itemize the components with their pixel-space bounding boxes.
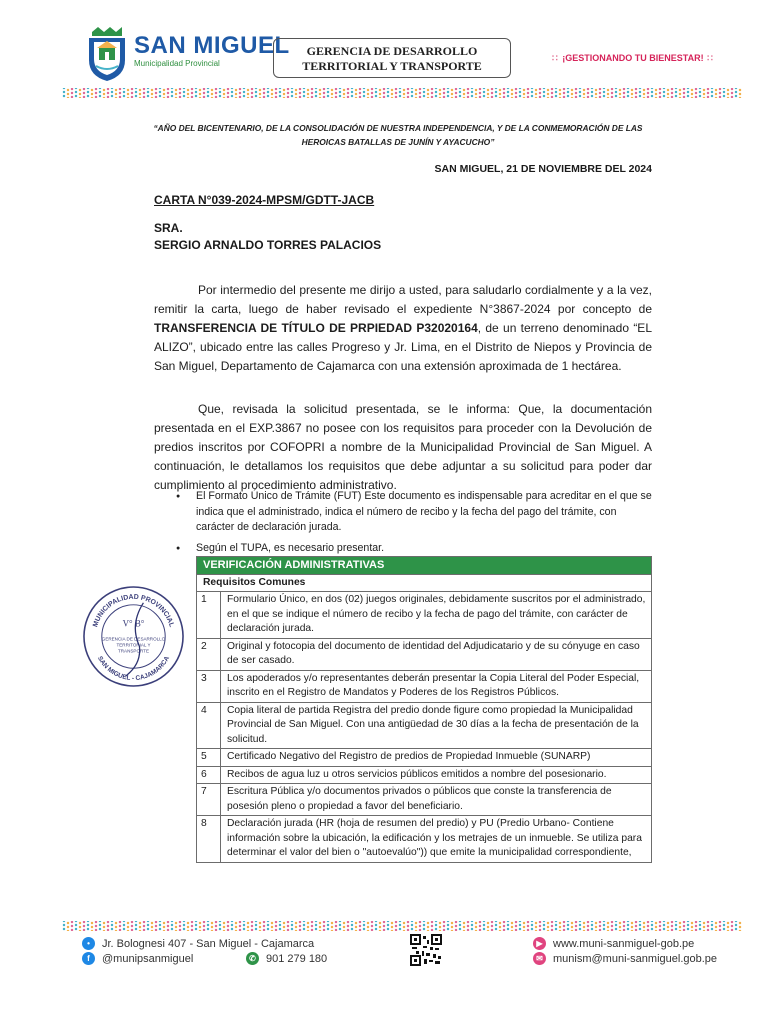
- salutation: SRA.: [154, 221, 183, 235]
- paragraph-1-bold: TRANSFERENCIA DE TÍTULO DE PRPIEDAD P32020164: [154, 321, 478, 335]
- letter-date: SAN MIGUEL, 21 DE NOVIEMBRE DEL 2024: [434, 163, 652, 175]
- mail-icon: ✉: [533, 952, 546, 965]
- table-row: [197, 816, 652, 863]
- requirements-table: [196, 556, 652, 863]
- requirements-bullets: [176, 489, 652, 556]
- table-row: [197, 592, 652, 639]
- row-number: 4: [197, 702, 221, 749]
- row-number: 2: [197, 638, 221, 670]
- official-stamp: [82, 585, 185, 688]
- paragraph-1: [154, 281, 652, 376]
- year-motto-line-2: HEROICAS BATALLAS DE JUNÍN Y AYACUCHO”: [301, 137, 495, 147]
- footer-email[interactable]: [533, 952, 717, 965]
- department-box: [273, 38, 511, 78]
- footer-phone: [246, 952, 327, 965]
- footer-email-text: munism@muni-sanmiguel.gob.pe: [553, 952, 718, 965]
- table-row: [197, 749, 652, 767]
- row-text: Escritura Pública y/o documentos privados o públicos que conste la transferencia de posesión pleno o propiedad a favor del beneficiario.: [221, 784, 652, 816]
- year-motto-line-1: “AÑO DEL BICENTENARIO, DE LA CONSOLIDACIÓN DE NUESTRA INDEPENDENCIA, Y DE LA CONMEMORACIÓN DE LAS: [153, 123, 643, 133]
- table-subheader: [197, 574, 652, 592]
- table-section-header: [197, 557, 652, 575]
- play-icon: ▶: [533, 937, 546, 950]
- row-text: Recibos de agua luz u otros servicios públicos emitidos a nombre del posesionario.: [221, 766, 652, 784]
- footer-address-text: Jr. Bolognesi 407 - San Miguel - Cajamarca: [102, 937, 315, 950]
- brand: [134, 32, 290, 68]
- carta-number: CARTA N°039-2024-MPSM/GDTT-JACB: [154, 193, 375, 207]
- slogan-text: ¡GESTIONANDO TU BIENESTAR!: [562, 53, 704, 63]
- location-pin-icon: •: [82, 937, 95, 950]
- facebook-icon: f: [82, 952, 95, 965]
- row-number: 8: [197, 816, 221, 863]
- footer-phone-text: 901 279 180: [266, 952, 328, 965]
- table-row: [197, 702, 652, 749]
- row-number: 3: [197, 670, 221, 702]
- qr-code: [410, 934, 442, 966]
- table-row: [197, 638, 652, 670]
- whatsapp-icon: ✆: [246, 952, 259, 965]
- stamp-inner-line-1: GERENCIA DE DESARROLLO: [101, 636, 166, 642]
- footer-facebook-text: @munipsanmiguel: [102, 952, 194, 965]
- footer-address: [82, 937, 314, 950]
- footer-facebook[interactable]: [82, 952, 193, 965]
- stamp-ring-top: MUNICIPALIDAD PROVINCIAL: [92, 593, 175, 628]
- paragraph-2: Que, revisada la solicitud presentada, se le informa: Que, la documentación presentada en el EXP.3867 no posee con los requisitos para proceder con la Devolución de predios inscritos por COFOPRI a nombre de la Municipalidad Provincial de San Miguel. A continuación, le detallamos los requisitos que debe adjuntar a su solicitud para poder dar cumplimiento al procedimiento administrativo.: [154, 402, 652, 492]
- bullet-item: ● El Formato Único de Trámite (FUT) Este documento es indispensable para acreditar en el que se indica que el administrado, indica el número de recibo y la fecha del pago del trámite, con carácter de declaración jurada.: [176, 489, 652, 536]
- header-dot-divider: [62, 88, 742, 98]
- brand-subtitle: Municipalidad Provincial: [134, 59, 220, 68]
- table-row: [197, 766, 652, 784]
- department-line-1: GERENCIA DE DESARROLLO: [306, 44, 478, 58]
- footer-dot-divider: [62, 921, 742, 931]
- table-subheader-title: Requisitos Comunes: [197, 574, 652, 592]
- recipient-name: SERGIO ARNALDO TORRES PALACIOS: [154, 238, 382, 252]
- row-number: 6: [197, 766, 221, 784]
- slogan: [552, 53, 714, 64]
- year-motto: [140, 121, 656, 149]
- footer-website[interactable]: [533, 937, 694, 950]
- row-text: Los apoderados y/o representantes deberán presentar la Copia Literal del Poder Especial, inscrito en el Registro de Mandatos y Poderes de los Registros Públicos.: [221, 670, 652, 702]
- row-text: Original y fotocopia del documento de identidad del Adjudicatario y de su cónyuge en caso de ser casado.: [221, 638, 652, 670]
- table-section-title: VERIFICACIÓN ADMINISTRATIVAS: [197, 557, 652, 575]
- paragraph-1-intro: Por intermedio del presente me dirijo a usted, para saludarlo cordialmente y a la vez, remitir la carta, luego de haber revisado el expediente N°3867-2024 por concepto de: [154, 283, 652, 316]
- municipality-logo: [84, 26, 130, 82]
- row-text: Declaración jurada (HR (hoja de resumen del predio) y PU (Predio Urbano- Contiene información sobre la ubicación, la edificación y los metrajes de un inmueble. Se utiliza para determinar el valor del bien o "autoevalúo")) que emite la municipalidad correspondiente,: [221, 816, 652, 863]
- paragraph-1-rest: , de un terreno denominado “EL ALIZO”, ubicado entre las calles Progreso y Jr. Lima, en el Distrito de Niepos y Provincia de San Miguel, Departamento de Cajamarca con una extensión aproximada de 1 hectárea.: [154, 321, 652, 373]
- stamp-inner-line-2: TERRITORIAL Y: [116, 642, 151, 648]
- row-number: 1: [197, 592, 221, 639]
- stamp-vb: V° B°: [122, 618, 145, 629]
- department-line-2: TERRITORIAL Y TRANSPORTE: [302, 59, 482, 73]
- bullet-item: ● Según el TUPA, es necesario presentar.: [176, 541, 652, 557]
- table-row: [197, 670, 652, 702]
- row-text: Copia literal de partida Registra del predio donde figure como propiedad la Municipalidad Provincial de San Miguel. Con una antigüedad de 30 días a la fecha de presentación de la solicitud.: [221, 702, 652, 749]
- footer-website-text: www.muni-sanmiguel-gob.pe: [553, 937, 695, 950]
- stamp-inner-line-3: TRANSPORTE: [118, 648, 149, 654]
- row-number: 5: [197, 749, 221, 767]
- stamp-ring-bottom: SAN MIGUEL - CAJAMARCA: [95, 655, 172, 683]
- row-text: Formulario Único, en dos (02) juegos originales, debidamente suscritos por el administrado, en el que se indique el número de recibo y la fecha de pago del trámite, con carácter de declaración jurada.: [221, 592, 652, 639]
- table-row: [197, 784, 652, 816]
- brand-name: SAN MIGUEL: [134, 32, 290, 59]
- slogan-dots-left: ∷: [552, 53, 563, 63]
- slogan-dots-right: ∷: [703, 53, 714, 63]
- row-text: Certificado Negativo del Registro de predios de Propiedad Inmueble (SUNARP): [221, 749, 652, 767]
- row-number: 7: [197, 784, 221, 816]
